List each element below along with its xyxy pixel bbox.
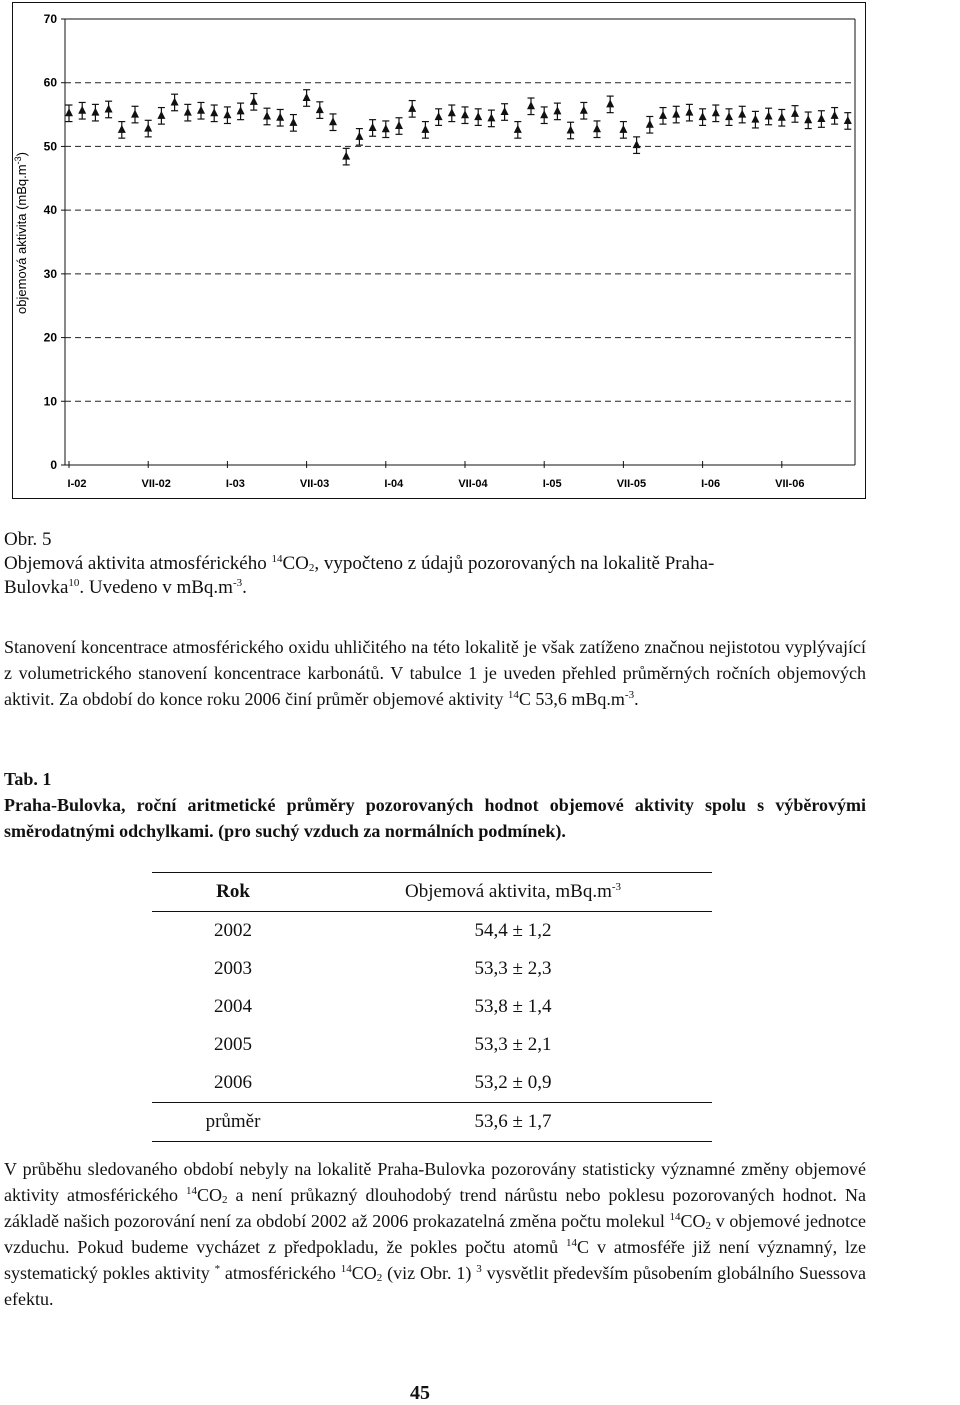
- y-tick-label: 0: [50, 458, 57, 472]
- chart-axes: [44, 12, 855, 490]
- data-point: [461, 107, 469, 124]
- data-point: [791, 106, 799, 123]
- x-tick-label: I-03: [225, 478, 245, 490]
- x-tick-label: I-04: [384, 478, 404, 490]
- data-point: [184, 104, 192, 121]
- data-point: [804, 112, 812, 129]
- data-point: [553, 103, 561, 120]
- figure-label: Obr. 5: [4, 529, 52, 550]
- data-point: [527, 98, 535, 115]
- y-tick-label: 30: [43, 266, 57, 281]
- table-row: [152, 912, 712, 951]
- y-tick-label: 20: [43, 330, 57, 345]
- chart-grid: [65, 83, 855, 402]
- data-point: [276, 109, 284, 126]
- data-point: [765, 108, 773, 125]
- data-point: [474, 109, 482, 126]
- y-tick-label: 50: [43, 139, 57, 154]
- data-point: [633, 137, 641, 154]
- data-point: [329, 114, 337, 131]
- row-value: 53,8 ± 1,4: [474, 996, 552, 1017]
- data-point: [263, 108, 271, 125]
- data-point: [593, 121, 601, 138]
- data-point: [487, 110, 495, 127]
- data-point: [738, 106, 746, 123]
- data-point: [501, 104, 509, 121]
- data-point: [105, 101, 113, 118]
- page-number: 45: [410, 1382, 430, 1404]
- data-point: [646, 116, 654, 133]
- table-row: [152, 950, 712, 988]
- row-year: průměr: [152, 1103, 314, 1142]
- data-point: [78, 102, 86, 119]
- activity-chart: [13, 3, 867, 500]
- data-point: [751, 111, 759, 128]
- data-point: [817, 111, 825, 128]
- x-tick-label: I-05: [542, 478, 562, 490]
- data-point: [237, 103, 245, 120]
- data-point: [210, 105, 218, 122]
- row-year: 2004: [214, 996, 252, 1017]
- data-point: [118, 122, 126, 139]
- table-row: [152, 988, 712, 1026]
- data-point: [567, 122, 575, 139]
- row-value: 53,2 ± 0,9: [474, 1072, 552, 1093]
- data-point: [448, 105, 456, 122]
- data-point: [395, 118, 403, 135]
- x-tick-label: VII-04: [458, 478, 488, 490]
- data-point: [355, 129, 363, 146]
- data-point: [580, 102, 588, 119]
- figure-caption-line2: Bulovka$^{10}$. Uvedeno v $mBq.m^{-3}$.: [4, 577, 247, 598]
- x-tick-label: I-02: [67, 478, 87, 490]
- data-point: [65, 105, 73, 122]
- data-point: [157, 108, 165, 125]
- data-point: [223, 107, 231, 124]
- table-label: Tab. 1: [4, 769, 52, 789]
- row-year: 2002: [214, 920, 252, 941]
- data-point: [144, 120, 152, 137]
- x-tick-label: I-06: [701, 478, 721, 490]
- data-point: [844, 113, 852, 130]
- data-point: [131, 106, 139, 123]
- row-value: 53,3 ± 2,1: [474, 1034, 552, 1055]
- data-point: [197, 102, 205, 119]
- y-tick-label: 70: [43, 12, 57, 26]
- y-axis-label: [13, 152, 29, 314]
- data-point: [289, 115, 297, 132]
- annual-activity-table: [152, 872, 712, 1142]
- data-point: [91, 104, 99, 121]
- chart-frame: [12, 2, 866, 499]
- data-point: [685, 104, 693, 121]
- data-point: [659, 108, 667, 125]
- table-caption-text: Praha-Bulovka, roční aritmetické průměry pozorovaných hodnot objemové aktivity spolu s výběrovými směrodatnými odchylkami. (pro suchý vzduch za normálních podmínek).: [4, 795, 866, 841]
- x-tick-label: VII-03: [299, 478, 330, 490]
- data-point: [672, 106, 680, 123]
- data-point: [382, 121, 390, 138]
- table-header-row: [152, 873, 712, 912]
- data-point: [540, 107, 548, 124]
- row-year: 2006: [214, 1072, 252, 1093]
- data-point: [171, 94, 179, 111]
- figure-caption-line1: Objemová aktivita atmosférického $^{14}CO_2$, vypočteno z údajů pozorovaných na lokalitě Praha-: [4, 553, 715, 574]
- y-tick-label: 40: [43, 203, 57, 218]
- row-year: 2005: [214, 1034, 252, 1055]
- header-year: Rok: [152, 873, 314, 912]
- table-body: [152, 912, 712, 1142]
- paragraph-concentration: Stanovení koncentrace atmosférického oxidu uhličitého na této lokalitě je však zatíženo značnou nejistotou vyplývající z volumetrického stanovení koncentrace karbonátů. V tabulce 1 je uveden přehled průměrných ročních objemových aktivit. Za období do konce roku 2006 činí průměr objemové aktivity $^{14}$C 53,6 $mBq.m^{-3}$.: [4, 637, 866, 709]
- y-axis-label-text: objemová aktivita (mBq.m: [14, 164, 29, 314]
- data-point: [408, 101, 416, 118]
- data-point: [342, 148, 350, 165]
- row-value: 53,3 ± 2,3: [474, 958, 552, 979]
- data-point: [778, 109, 786, 126]
- header-value: Objemová aktivita, $mBq.m^{-3}$: [314, 873, 712, 912]
- table-caption: [4, 766, 866, 844]
- data-point: [619, 122, 627, 139]
- data-point: [250, 94, 258, 111]
- row-value: 54,4 ± 1,2: [474, 920, 552, 941]
- row-value: 53,6 ± 1,7: [314, 1103, 712, 1142]
- data-point: [421, 122, 429, 139]
- data-point: [514, 122, 522, 139]
- x-tick-label: VII-05: [616, 478, 647, 490]
- x-tick-label: VII-02: [141, 478, 171, 490]
- y-axis-label-close: ): [14, 152, 29, 157]
- y-tick-label: 60: [43, 75, 57, 90]
- data-point: [712, 105, 720, 122]
- table-row: [152, 1103, 712, 1142]
- data-point: [303, 90, 311, 107]
- y-tick-label: 10: [43, 394, 57, 409]
- data-point: [369, 120, 377, 137]
- x-tick-label: VII-06: [775, 478, 805, 490]
- table-row: [152, 1026, 712, 1064]
- data-point: [316, 102, 324, 119]
- data-point: [831, 108, 839, 125]
- paragraph-conclusion: V průběhu sledovaného období nebyly na lokalitě Praha-Bulovka pozorovány statisticky významné změny objemové aktivity atmosférického $^{14}CO_2$ a není průkazný dlouhodobý trend nárůstu nebo poklesu pozorovaných hodnot. Na základě našich pozorování není za období 2002 až 2006 prokazatelná změna počtu molekul $^{14}CO_2$ v objemové jednotce vzduchu. Pokud budeme vycházet z předpokladu, že pokles počtu atomů $^{14}$C v atmosféře již není významný, lze systematický pokles aktivity * atmosférického $^{14}CO_2$ (viz Obr. 1) $^3$ vysvětlit především působením globálního Suessova efektu.: [4, 1159, 866, 1309]
- y-axis-label-sup: -3: [13, 156, 23, 165]
- data-point: [435, 109, 443, 126]
- chart-points: [65, 90, 852, 165]
- data-point: [725, 109, 733, 126]
- figure-caption: [4, 528, 874, 600]
- table-row: [152, 1064, 712, 1103]
- data-point: [699, 109, 707, 126]
- data-point: [606, 96, 614, 113]
- row-year: 2003: [214, 958, 252, 979]
